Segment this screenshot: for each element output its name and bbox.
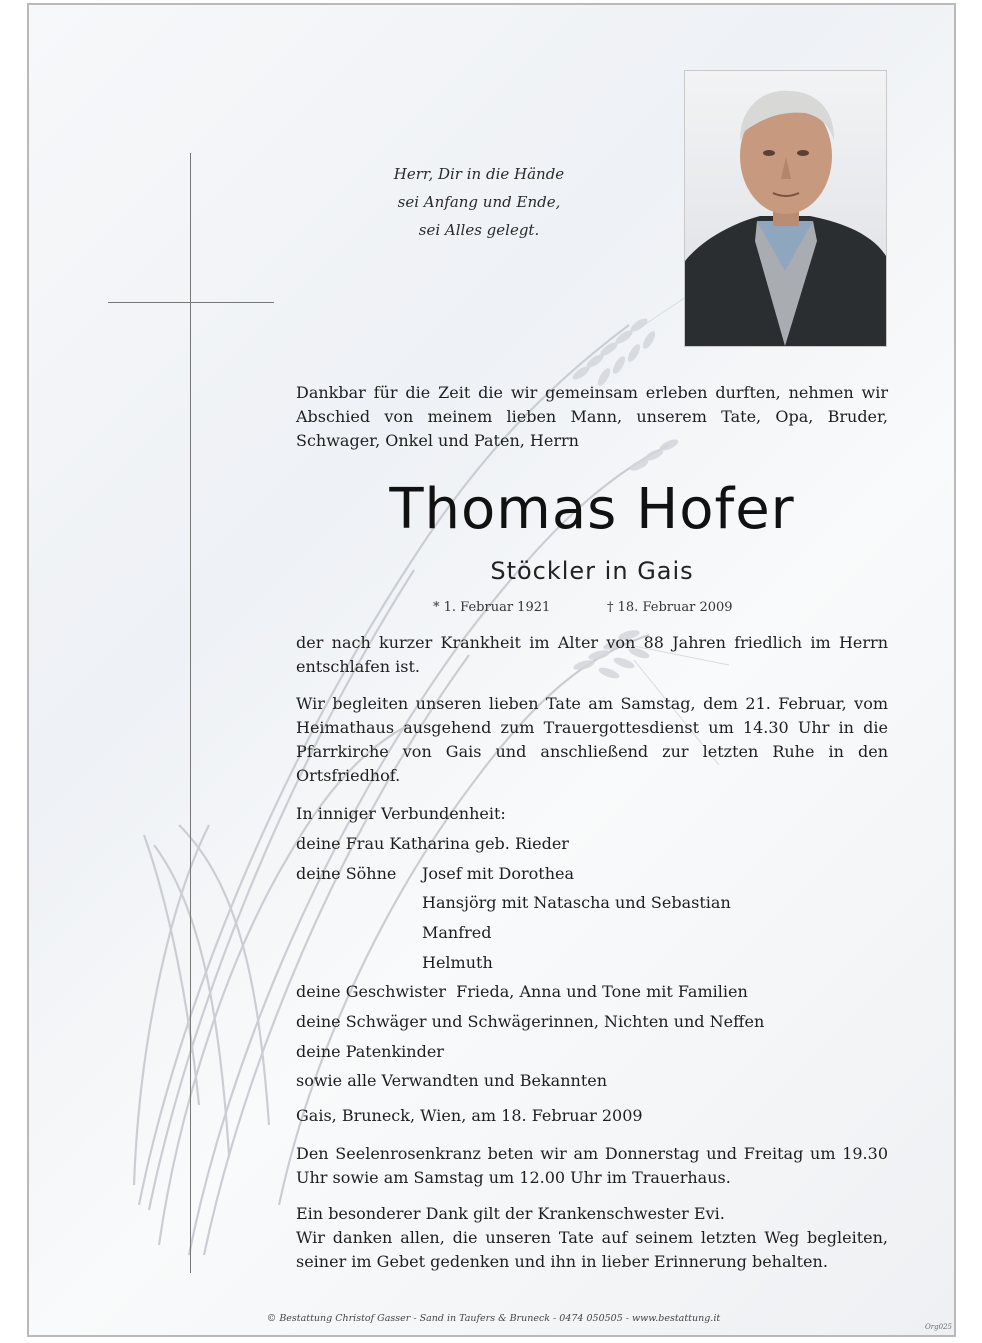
obituary-card [27,3,956,1337]
mourner-wife: deine Frau Katharina geb. Rieder [296,834,569,853]
portrait-photo [684,70,887,347]
birth-date: * 1. Februar 1921 [433,600,551,615]
cross-horizontal-bar [108,302,274,303]
mourner-relatives: sowie alle Verwandten und Bekannten [296,1071,608,1090]
funeral-text: Wir begleiten unseren lieben Tate am Samstag, dem 21. Februar, vom Heimathaus ausgehend zum Trauergottesdienst um 14.30 Uhr in die Pfarrkirche von Gais und anschließend zur letzten Ruhe in den Ortsfriedhof. [296,694,888,785]
mourner-son: Manfred [422,923,492,942]
verse [329,160,629,244]
verse-line: Herr, Dir in die Hände [393,165,565,183]
mourner-inlaws: deine Schwäger und Schwägerinnen, Nichten und Neffen [296,1012,765,1031]
verse-line: sei Alles gelegt. [418,221,540,239]
mourner-son: Josef mit Dorothea [422,864,575,883]
thanks-all: Wir danken allen, die unseren Tate auf seinem letzten Weg begleiten, seiner im Gebet gedenken und ihn in lieber Erinnerung behalten. [296,1228,888,1271]
deceased-occupation: Stöckler in Gais [490,557,694,585]
deceased-name: Thomas Hofer [389,477,795,542]
verse-line: sei Anfang und Ende, [397,193,561,211]
footer-credit: © Bestattung Christof Gasser - Sand in Taufers & Bruneck - 0474 050505 - www.bestattung.it [266,1313,721,1324]
thanks-nurse: Ein besonderer Dank gilt der Krankenschwester Evi. [296,1204,725,1223]
mourners-heading: In inniger Verbundenheit: [296,804,506,823]
cross-vertical-bar [190,153,191,1273]
mourner-son: Hansjörg mit Natascha und Sebastian [422,893,731,912]
mourner-sons-label: deine Söhne [296,864,397,883]
passing-text: der nach kurzer Krankheit im Alter von 88 Jahren friedlich im Herrn entschlafen ist. [296,633,888,676]
mourner-godchildren: deine Patenkinder [296,1042,444,1061]
mourner-son: Helmuth [422,953,493,972]
template-code: Org025 [925,1323,952,1331]
intro-text: Dankbar für die Zeit die wir gemeinsam erleben durften, nehmen wir Abschied von meinem lieben Mann, unserem Tate, Opa, Bruder, Schwager, Onkel und Paten, Herrn [296,383,888,450]
death-date: † 18. Februar 2009 [607,600,733,615]
rosary-text: Den Seelenrosenkranz beten wir am Donnerstag und Freitag um 19.30 Uhr sowie am Samstag um 12.00 Uhr im Trauerhaus. [296,1144,888,1187]
place-date: Gais, Bruneck, Wien, am 18. Februar 2009 [296,1106,643,1125]
mourner-siblings: deine Geschwister Frieda, Anna und Tone mit Familien [296,982,748,1001]
